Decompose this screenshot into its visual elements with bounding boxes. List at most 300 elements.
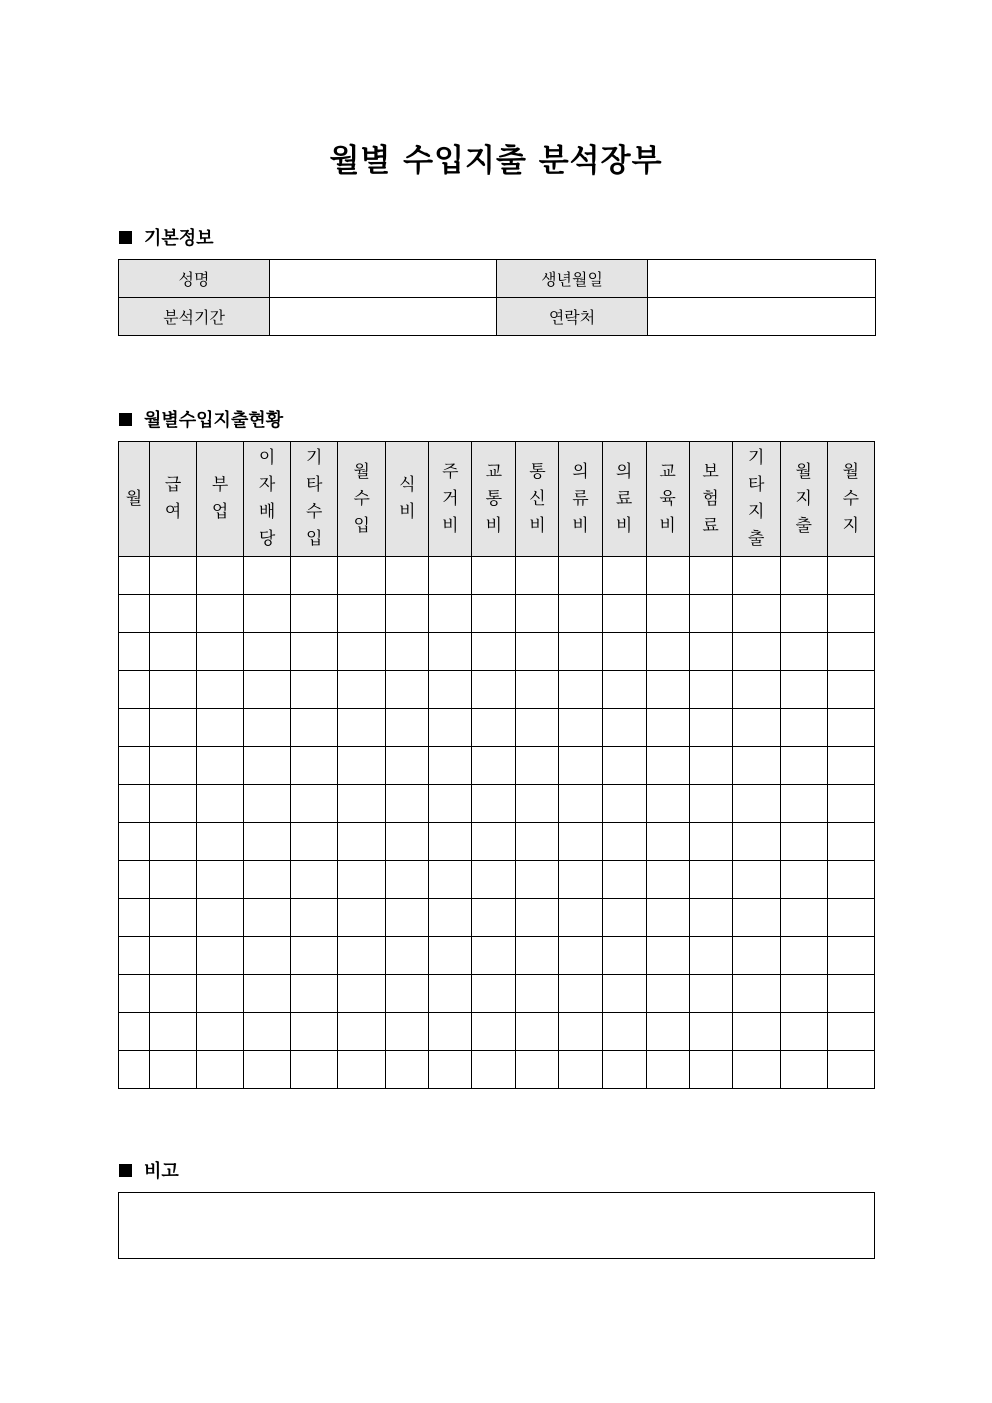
table-cell[interactable] — [197, 899, 244, 937]
col-header — [516, 442, 559, 557]
col-header — [197, 442, 244, 557]
table-cell[interactable] — [472, 975, 516, 1013]
table-cell[interactable] — [827, 557, 874, 595]
table-cell[interactable] — [338, 1051, 386, 1089]
monthly-heading-text: 월별수입지출현황 — [144, 410, 284, 431]
table-cell[interactable] — [780, 975, 827, 1013]
table-cell[interactable] — [291, 899, 338, 937]
col-header-label: 월 수 지 — [842, 461, 860, 536]
table-cell[interactable] — [386, 1051, 429, 1089]
table-cell[interactable] — [150, 747, 197, 785]
table-cell[interactable] — [119, 709, 150, 747]
table-cell[interactable] — [732, 1013, 780, 1051]
table-cell[interactable] — [386, 975, 429, 1013]
table-cell[interactable] — [559, 595, 602, 633]
table-cell[interactable] — [780, 785, 827, 823]
table-cell[interactable] — [732, 709, 780, 747]
table-cell[interactable] — [780, 595, 827, 633]
table-row — [119, 899, 875, 937]
table-row — [119, 1051, 875, 1089]
table-cell[interactable] — [197, 975, 244, 1013]
table-cell[interactable] — [559, 861, 602, 899]
table-cell[interactable] — [244, 709, 291, 747]
table-cell[interactable] — [472, 595, 516, 633]
table-cell[interactable] — [516, 1051, 559, 1089]
table-cell[interactable] — [602, 823, 646, 861]
period-field[interactable] — [270, 298, 497, 336]
table-cell[interactable] — [429, 899, 472, 937]
contact-field[interactable] — [648, 298, 876, 336]
table-cell[interactable] — [472, 785, 516, 823]
col-header-label: 이 자 배 당 — [258, 448, 276, 549]
table-cell[interactable] — [197, 709, 244, 747]
table-cell[interactable] — [197, 557, 244, 595]
table-cell[interactable] — [244, 899, 291, 937]
table-cell[interactable] — [119, 671, 150, 709]
table-cell[interactable] — [559, 557, 602, 595]
name-field[interactable] — [270, 260, 497, 298]
birth-label: 생년월일 — [497, 260, 648, 298]
table-cell[interactable] — [646, 747, 689, 785]
table-cell[interactable] — [559, 709, 602, 747]
square-bullet-icon — [119, 413, 132, 426]
table-cell[interactable] — [602, 633, 646, 671]
col-header-label: 통 신 비 — [529, 461, 546, 536]
table-cell[interactable] — [689, 975, 732, 1013]
table-cell[interactable] — [516, 595, 559, 633]
table-cell[interactable] — [780, 633, 827, 671]
table-cell[interactable] — [150, 671, 197, 709]
table-cell[interactable] — [386, 709, 429, 747]
table-cell[interactable] — [338, 861, 386, 899]
col-header-label: 의 류 비 — [572, 461, 589, 536]
table-cell[interactable] — [780, 823, 827, 861]
monthly-header-row — [119, 442, 875, 557]
table-cell[interactable] — [602, 785, 646, 823]
table-row — [119, 1013, 875, 1051]
table-cell[interactable] — [291, 747, 338, 785]
table-cell[interactable] — [732, 747, 780, 785]
table-cell[interactable] — [386, 595, 429, 633]
table-cell[interactable] — [244, 595, 291, 633]
table-cell[interactable] — [516, 747, 559, 785]
table-cell[interactable] — [646, 1051, 689, 1089]
table-cell[interactable] — [429, 633, 472, 671]
table-cell[interactable] — [291, 595, 338, 633]
table-cell[interactable] — [291, 975, 338, 1013]
table-cell[interactable] — [291, 671, 338, 709]
table-cell[interactable] — [386, 937, 429, 975]
table-cell[interactable] — [516, 975, 559, 1013]
table-cell[interactable] — [646, 937, 689, 975]
table-cell[interactable] — [646, 975, 689, 1013]
table-cell[interactable] — [516, 861, 559, 899]
table-row — [119, 861, 875, 899]
table-row — [119, 747, 875, 785]
table-cell[interactable] — [429, 937, 472, 975]
table-cell[interactable] — [516, 823, 559, 861]
table-cell[interactable] — [150, 823, 197, 861]
contact-label: 연락처 — [497, 298, 648, 336]
table-cell[interactable] — [780, 1051, 827, 1089]
table-cell[interactable] — [429, 595, 472, 633]
table-cell[interactable] — [386, 557, 429, 595]
table-cell[interactable] — [472, 861, 516, 899]
table-cell[interactable] — [150, 633, 197, 671]
table-cell[interactable] — [689, 747, 732, 785]
table-cell[interactable] — [646, 785, 689, 823]
table-cell[interactable] — [689, 709, 732, 747]
table-cell[interactable] — [150, 899, 197, 937]
table-cell[interactable] — [602, 1013, 646, 1051]
table-cell[interactable] — [291, 557, 338, 595]
table-cell[interactable] — [291, 1051, 338, 1089]
col-header-label: 월 — [125, 488, 143, 509]
table-cell[interactable] — [559, 937, 602, 975]
table-cell[interactable] — [689, 633, 732, 671]
table-cell[interactable] — [119, 937, 150, 975]
table-cell[interactable] — [291, 633, 338, 671]
table-cell[interactable] — [150, 937, 197, 975]
table-cell[interactable] — [516, 633, 559, 671]
table-cell[interactable] — [472, 937, 516, 975]
table-cell[interactable] — [338, 785, 386, 823]
table-cell[interactable] — [338, 671, 386, 709]
table-cell[interactable] — [827, 1013, 874, 1051]
table-cell[interactable] — [559, 1013, 602, 1051]
table-cell[interactable] — [472, 899, 516, 937]
table-cell[interactable] — [472, 557, 516, 595]
table-cell[interactable] — [386, 671, 429, 709]
table-cell[interactable] — [197, 861, 244, 899]
table-cell[interactable] — [646, 671, 689, 709]
table-cell[interactable] — [291, 861, 338, 899]
table-cell[interactable] — [827, 823, 874, 861]
table-cell[interactable] — [827, 709, 874, 747]
table-cell[interactable] — [732, 899, 780, 937]
table-cell[interactable] — [338, 1013, 386, 1051]
table-cell[interactable] — [732, 975, 780, 1013]
table-cell[interactable] — [646, 595, 689, 633]
col-header — [646, 442, 689, 557]
table-cell[interactable] — [780, 671, 827, 709]
table-cell[interactable] — [150, 975, 197, 1013]
col-header-label: 부 업 — [211, 475, 229, 522]
table-cell[interactable] — [291, 1013, 338, 1051]
table-cell[interactable] — [827, 899, 874, 937]
table-cell[interactable] — [559, 1051, 602, 1089]
table-cell[interactable] — [244, 785, 291, 823]
table-cell[interactable] — [119, 823, 150, 861]
table-cell[interactable] — [732, 1051, 780, 1089]
table-cell[interactable] — [516, 937, 559, 975]
table-cell[interactable] — [150, 557, 197, 595]
birth-field[interactable] — [648, 260, 876, 298]
note-heading-text: 비고 — [144, 1161, 179, 1182]
col-header-label: 월 수 입 — [353, 461, 370, 536]
table-cell[interactable] — [516, 1013, 559, 1051]
page-title: 월별 수입지출 분석장부 — [329, 143, 663, 179]
table-cell[interactable] — [827, 747, 874, 785]
table-cell[interactable] — [559, 747, 602, 785]
table-cell[interactable] — [429, 861, 472, 899]
table-cell[interactable] — [119, 975, 150, 1013]
table-cell[interactable] — [472, 709, 516, 747]
table-cell[interactable] — [119, 633, 150, 671]
table-cell[interactable] — [338, 899, 386, 937]
table-cell[interactable] — [689, 671, 732, 709]
table-cell[interactable] — [429, 671, 472, 709]
table-cell[interactable] — [780, 861, 827, 899]
table-cell[interactable] — [646, 709, 689, 747]
table-row — [119, 937, 875, 975]
table-cell[interactable] — [732, 557, 780, 595]
table-cell[interactable] — [197, 1013, 244, 1051]
col-header — [386, 442, 429, 557]
table-cell[interactable] — [732, 785, 780, 823]
table-cell[interactable] — [602, 671, 646, 709]
col-header-label: 기 타 수 입 — [305, 448, 323, 549]
table-cell[interactable] — [150, 861, 197, 899]
table-cell[interactable] — [780, 709, 827, 747]
table-cell[interactable] — [429, 823, 472, 861]
table-cell[interactable] — [119, 557, 150, 595]
col-header — [559, 442, 602, 557]
table-cell[interactable] — [291, 823, 338, 861]
table-cell[interactable] — [244, 975, 291, 1013]
table-cell[interactable] — [244, 861, 291, 899]
table-cell[interactable] — [516, 557, 559, 595]
table-cell[interactable] — [386, 823, 429, 861]
table-cell[interactable] — [119, 861, 150, 899]
table-cell[interactable] — [244, 671, 291, 709]
table-cell[interactable] — [646, 823, 689, 861]
col-header-label: 기 타 지 출 — [747, 448, 765, 549]
table-cell[interactable] — [689, 595, 732, 633]
table-cell[interactable] — [338, 595, 386, 633]
table-cell[interactable] — [386, 1013, 429, 1051]
table-cell[interactable] — [472, 1013, 516, 1051]
table-row — [119, 785, 875, 823]
table-cell[interactable] — [780, 937, 827, 975]
col-header — [119, 442, 150, 557]
table-cell[interactable] — [602, 747, 646, 785]
table-row — [119, 671, 875, 709]
table-row — [119, 823, 875, 861]
table-row — [119, 709, 875, 747]
col-header-label: 교 통 비 — [485, 461, 503, 536]
table-cell[interactable] — [429, 975, 472, 1013]
table-row — [119, 633, 875, 671]
period-label: 분석기간 — [119, 298, 270, 336]
table-cell[interactable] — [386, 747, 429, 785]
table-row — [119, 975, 875, 1013]
table-cell[interactable] — [150, 709, 197, 747]
col-header — [472, 442, 516, 557]
table-cell[interactable] — [827, 975, 874, 1013]
table-cell[interactable] — [516, 899, 559, 937]
table-cell[interactable] — [197, 1051, 244, 1089]
table-cell[interactable] — [119, 747, 150, 785]
table-cell[interactable] — [732, 595, 780, 633]
table-cell[interactable] — [559, 785, 602, 823]
table-cell[interactable] — [827, 785, 874, 823]
table-cell[interactable] — [119, 595, 150, 633]
table-cell[interactable] — [429, 557, 472, 595]
table-cell[interactable] — [732, 633, 780, 671]
table-cell[interactable] — [780, 1013, 827, 1051]
table-cell[interactable] — [197, 747, 244, 785]
square-bullet-icon — [119, 1164, 132, 1177]
table-cell[interactable] — [602, 975, 646, 1013]
note-box[interactable] — [118, 1192, 875, 1259]
table-cell[interactable] — [244, 633, 291, 671]
table-cell[interactable] — [197, 633, 244, 671]
table-cell[interactable] — [386, 633, 429, 671]
col-header — [732, 442, 780, 557]
table-cell[interactable] — [338, 823, 386, 861]
table-cell[interactable] — [602, 861, 646, 899]
table-cell[interactable] — [689, 861, 732, 899]
table-cell[interactable] — [429, 1051, 472, 1089]
table-cell[interactable] — [197, 671, 244, 709]
table-cell[interactable] — [429, 1013, 472, 1051]
table-cell[interactable] — [429, 709, 472, 747]
table-cell[interactable] — [197, 937, 244, 975]
table-cell[interactable] — [386, 785, 429, 823]
table-cell[interactable] — [472, 823, 516, 861]
table-cell[interactable] — [516, 785, 559, 823]
table-cell[interactable] — [732, 671, 780, 709]
table-cell[interactable] — [244, 1051, 291, 1089]
table-cell[interactable] — [150, 1051, 197, 1089]
table-cell[interactable] — [732, 861, 780, 899]
table-cell[interactable] — [150, 1013, 197, 1051]
table-cell[interactable] — [827, 671, 874, 709]
table-cell[interactable] — [780, 557, 827, 595]
table-cell[interactable] — [472, 671, 516, 709]
table-cell[interactable] — [689, 899, 732, 937]
table-cell[interactable] — [689, 557, 732, 595]
table-cell[interactable] — [472, 747, 516, 785]
table-cell[interactable] — [197, 823, 244, 861]
table-cell[interactable] — [602, 557, 646, 595]
table-cell[interactable] — [150, 595, 197, 633]
table-cell[interactable] — [646, 899, 689, 937]
table-cell[interactable] — [197, 595, 244, 633]
col-header — [291, 442, 338, 557]
table-cell[interactable] — [119, 1013, 150, 1051]
table-cell[interactable] — [689, 785, 732, 823]
table-cell[interactable] — [472, 1051, 516, 1089]
table-cell[interactable] — [559, 899, 602, 937]
table-cell[interactable] — [646, 557, 689, 595]
table-cell[interactable] — [827, 1051, 874, 1089]
col-header — [338, 442, 386, 557]
col-header-label: 의 료 비 — [615, 461, 633, 536]
table-cell[interactable] — [516, 671, 559, 709]
table-cell[interactable] — [291, 937, 338, 975]
table-cell[interactable] — [119, 1051, 150, 1089]
table-cell[interactable] — [827, 861, 874, 899]
table-cell[interactable] — [244, 1013, 291, 1051]
table-cell[interactable] — [338, 937, 386, 975]
table-cell[interactable] — [689, 1051, 732, 1089]
table-cell[interactable] — [429, 747, 472, 785]
table-cell[interactable] — [291, 785, 338, 823]
table-cell[interactable] — [244, 937, 291, 975]
table-cell[interactable] — [602, 1051, 646, 1089]
table-cell[interactable] — [827, 633, 874, 671]
table-cell[interactable] — [338, 747, 386, 785]
monthly-table — [118, 441, 875, 1089]
table-cell[interactable] — [516, 709, 559, 747]
table-cell[interactable] — [472, 633, 516, 671]
basic-info-heading — [119, 224, 214, 250]
monthly-heading — [119, 406, 283, 432]
table-cell[interactable] — [602, 899, 646, 937]
table-cell[interactable] — [150, 785, 197, 823]
col-header — [429, 442, 472, 557]
col-header — [780, 442, 827, 557]
col-header — [150, 442, 197, 557]
table-cell[interactable] — [646, 633, 689, 671]
table-cell[interactable] — [559, 823, 602, 861]
table-cell[interactable] — [559, 671, 602, 709]
table-cell[interactable] — [429, 785, 472, 823]
table-cell[interactable] — [386, 899, 429, 937]
table-cell[interactable] — [386, 861, 429, 899]
table-cell[interactable] — [646, 861, 689, 899]
table-cell[interactable] — [827, 937, 874, 975]
col-header-label: 주 거 비 — [442, 461, 459, 536]
table-cell[interactable] — [559, 633, 602, 671]
table-cell[interactable] — [732, 937, 780, 975]
table-cell[interactable] — [689, 1013, 732, 1051]
table-cell[interactable] — [244, 557, 291, 595]
table-cell[interactable] — [119, 899, 150, 937]
table-cell[interactable] — [602, 595, 646, 633]
table-cell[interactable] — [732, 823, 780, 861]
col-header-label: 월 지 출 — [795, 461, 812, 536]
col-header-label: 식 비 — [399, 475, 416, 522]
table-cell[interactable] — [338, 633, 386, 671]
table-cell[interactable] — [689, 937, 732, 975]
square-bullet-icon — [119, 231, 132, 244]
col-header — [827, 442, 874, 557]
basic-info-table — [118, 259, 876, 336]
table-cell[interactable] — [197, 785, 244, 823]
table-cell[interactable] — [602, 937, 646, 975]
table-cell[interactable] — [338, 975, 386, 1013]
table-cell[interactable] — [244, 823, 291, 861]
table-cell[interactable] — [602, 709, 646, 747]
table-cell[interactable] — [646, 1013, 689, 1051]
table-cell[interactable] — [780, 747, 827, 785]
table-cell[interactable] — [291, 709, 338, 747]
table-cell[interactable] — [559, 975, 602, 1013]
table-row — [119, 557, 875, 595]
table-cell[interactable] — [780, 899, 827, 937]
table-cell[interactable] — [338, 557, 386, 595]
table-cell[interactable] — [244, 747, 291, 785]
table-cell[interactable] — [119, 785, 150, 823]
table-cell[interactable] — [827, 595, 874, 633]
table-cell[interactable] — [338, 709, 386, 747]
table-cell[interactable] — [689, 823, 732, 861]
col-header — [602, 442, 646, 557]
name-label: 성명 — [119, 260, 270, 298]
